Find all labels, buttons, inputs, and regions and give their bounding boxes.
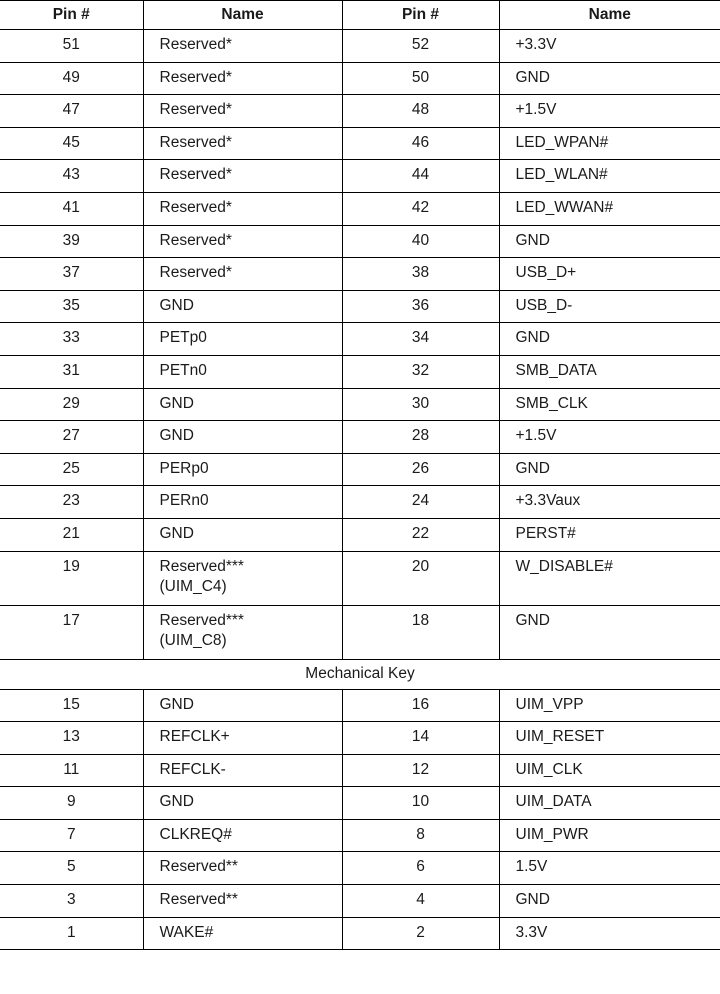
- header-pin-even: Pin #: [342, 1, 499, 30]
- pin-number-even: 46: [342, 127, 499, 160]
- pin-number-even: 52: [342, 30, 499, 63]
- pin-name-odd: Reserved*: [143, 95, 342, 128]
- pin-name-even: +1.5V: [499, 421, 720, 454]
- header-name-even: Name: [499, 1, 720, 30]
- pin-name-odd: GND: [143, 388, 342, 421]
- pin-name-line-2: (UIM_C8): [159, 631, 227, 649]
- pin-name-odd: WAKE#: [143, 917, 342, 950]
- pin-number-even: 2: [342, 917, 499, 950]
- pin-name-even: GND: [499, 62, 720, 95]
- pin-name-even: GND: [499, 605, 720, 659]
- pin-number-odd: 17: [0, 605, 143, 659]
- pin-number-odd: 13: [0, 722, 143, 755]
- pin-number-odd: 11: [0, 754, 143, 787]
- pin-name-even: 3.3V: [499, 917, 720, 950]
- pin-name-odd: Reserved*: [143, 30, 342, 63]
- table-row: [0, 453, 720, 486]
- pin-name-odd: GND: [143, 787, 342, 820]
- pin-name-odd: GND: [143, 290, 342, 323]
- pin-name-odd: CLKREQ#: [143, 819, 342, 852]
- table-row: [0, 689, 720, 722]
- pin-name-even: +3.3Vaux: [499, 486, 720, 519]
- pin-number-even: 16: [342, 689, 499, 722]
- pin-name-odd: Reserved*: [143, 192, 342, 225]
- pin-number-odd: 43: [0, 160, 143, 193]
- table-row: [0, 787, 720, 820]
- pin-number-even: 20: [342, 551, 499, 605]
- pin-number-odd: 21: [0, 518, 143, 551]
- pin-name-odd: Reserved**: [143, 852, 342, 885]
- pin-number-odd: 9: [0, 787, 143, 820]
- pin-number-even: 30: [342, 388, 499, 421]
- table-row: [0, 290, 720, 323]
- pin-name-odd: REFCLK+: [143, 722, 342, 755]
- table-row: [0, 127, 720, 160]
- pin-name-odd: GND: [143, 518, 342, 551]
- pin-number-odd: 23: [0, 486, 143, 519]
- pin-number-even: 14: [342, 722, 499, 755]
- pin-number-even: 38: [342, 258, 499, 291]
- pin-name-even: LED_WPAN#: [499, 127, 720, 160]
- table-row: [0, 885, 720, 918]
- pin-number-even: 8: [342, 819, 499, 852]
- pin-name-even: LED_WWAN#: [499, 192, 720, 225]
- pin-number-even: 12: [342, 754, 499, 787]
- table-body: [0, 30, 720, 950]
- pin-number-even: 48: [342, 95, 499, 128]
- pin-number-odd: 3: [0, 885, 143, 918]
- pin-name-odd: GND: [143, 689, 342, 722]
- pin-number-odd: 37: [0, 258, 143, 291]
- pin-name-even: GND: [499, 225, 720, 258]
- table-row: [0, 722, 720, 755]
- pin-name-even: USB_D-: [499, 290, 720, 323]
- pin-name-odd: Reserved*: [143, 62, 342, 95]
- pin-name-odd: [143, 551, 342, 605]
- pin-name-even: GND: [499, 453, 720, 486]
- pin-name-odd: REFCLK-: [143, 754, 342, 787]
- pin-number-even: 6: [342, 852, 499, 885]
- table-row: [0, 852, 720, 885]
- pin-name-even: GND: [499, 885, 720, 918]
- table-row: [0, 62, 720, 95]
- table-row: [0, 388, 720, 421]
- table-row: [0, 421, 720, 454]
- table-row: [0, 355, 720, 388]
- mechanical-key-row: [0, 659, 720, 689]
- pin-number-even: 22: [342, 518, 499, 551]
- table-row: [0, 30, 720, 63]
- pin-name-odd: PERp0: [143, 453, 342, 486]
- pin-number-odd: 15: [0, 689, 143, 722]
- pin-number-even: 44: [342, 160, 499, 193]
- pin-number-odd: 31: [0, 355, 143, 388]
- pin-number-even: 24: [342, 486, 499, 519]
- pin-number-odd: 49: [0, 62, 143, 95]
- table-row: [0, 323, 720, 356]
- pin-number-even: 10: [342, 787, 499, 820]
- pin-number-even: 26: [342, 453, 499, 486]
- pin-name-even: UIM_RESET: [499, 722, 720, 755]
- pin-number-odd: 45: [0, 127, 143, 160]
- pin-name-even: 1.5V: [499, 852, 720, 885]
- pin-number-odd: 47: [0, 95, 143, 128]
- pin-number-odd: 27: [0, 421, 143, 454]
- pin-number-even: 42: [342, 192, 499, 225]
- pin-number-odd: 33: [0, 323, 143, 356]
- pin-name-line-2: (UIM_C4): [159, 577, 227, 595]
- header-name-odd: Name: [143, 1, 342, 30]
- header-pin-odd: Pin #: [0, 1, 143, 30]
- pin-number-even: 50: [342, 62, 499, 95]
- pin-name-line-1: Reserved***: [159, 557, 244, 575]
- pin-name-odd: Reserved**: [143, 885, 342, 918]
- pin-number-even: 28: [342, 421, 499, 454]
- pin-name-odd: [143, 605, 342, 659]
- table-row: [0, 754, 720, 787]
- table-row: [0, 225, 720, 258]
- pin-name-even: SMB_CLK: [499, 388, 720, 421]
- pin-name-odd: GND: [143, 421, 342, 454]
- pin-name-even: UIM_CLK: [499, 754, 720, 787]
- table-row: [0, 258, 720, 291]
- pin-number-odd: 19: [0, 551, 143, 605]
- pin-name-even: UIM_PWR: [499, 819, 720, 852]
- pin-number-odd: 5: [0, 852, 143, 885]
- table-row: [0, 518, 720, 551]
- table-row: [0, 486, 720, 519]
- pin-name-even: LED_WLAN#: [499, 160, 720, 193]
- pin-name-odd: Reserved*: [143, 127, 342, 160]
- pin-number-odd: 39: [0, 225, 143, 258]
- table-row: [0, 819, 720, 852]
- pin-name-odd: PETp0: [143, 323, 342, 356]
- pin-number-even: 18: [342, 605, 499, 659]
- pin-name-even: USB_D+: [499, 258, 720, 291]
- table-row: [0, 160, 720, 193]
- pin-number-odd: 51: [0, 30, 143, 63]
- pin-number-odd: 25: [0, 453, 143, 486]
- pin-name-even: UIM_VPP: [499, 689, 720, 722]
- pin-name-even: W_DISABLE#: [499, 551, 720, 605]
- pin-number-even: 32: [342, 355, 499, 388]
- pin-name-odd: Reserved*: [143, 160, 342, 193]
- pin-name-odd: Reserved*: [143, 258, 342, 291]
- pin-name-even: UIM_DATA: [499, 787, 720, 820]
- table-header-row: [0, 1, 720, 30]
- pin-name-even: SMB_DATA: [499, 355, 720, 388]
- table-row: [0, 605, 720, 659]
- pin-name-odd: PETn0: [143, 355, 342, 388]
- pin-number-odd: 7: [0, 819, 143, 852]
- pin-name-odd: Reserved*: [143, 225, 342, 258]
- pin-name-even: GND: [499, 323, 720, 356]
- table-row: [0, 192, 720, 225]
- table-row: [0, 95, 720, 128]
- pin-name-line-1: Reserved***: [159, 611, 244, 629]
- mechanical-key-label: Mechanical Key: [0, 659, 720, 689]
- pin-number-odd: 41: [0, 192, 143, 225]
- pin-name-even: PERST#: [499, 518, 720, 551]
- pin-number-even: 4: [342, 885, 499, 918]
- pin-number-odd: 29: [0, 388, 143, 421]
- pin-name-even: +3.3V: [499, 30, 720, 63]
- table-row: [0, 917, 720, 950]
- pin-number-odd: 35: [0, 290, 143, 323]
- pin-number-even: 40: [342, 225, 499, 258]
- pin-number-even: 34: [342, 323, 499, 356]
- pin-name-odd: PERn0: [143, 486, 342, 519]
- pin-name-even: +1.5V: [499, 95, 720, 128]
- pin-number-even: 36: [342, 290, 499, 323]
- table-row: [0, 551, 720, 605]
- pin-number-odd: 1: [0, 917, 143, 950]
